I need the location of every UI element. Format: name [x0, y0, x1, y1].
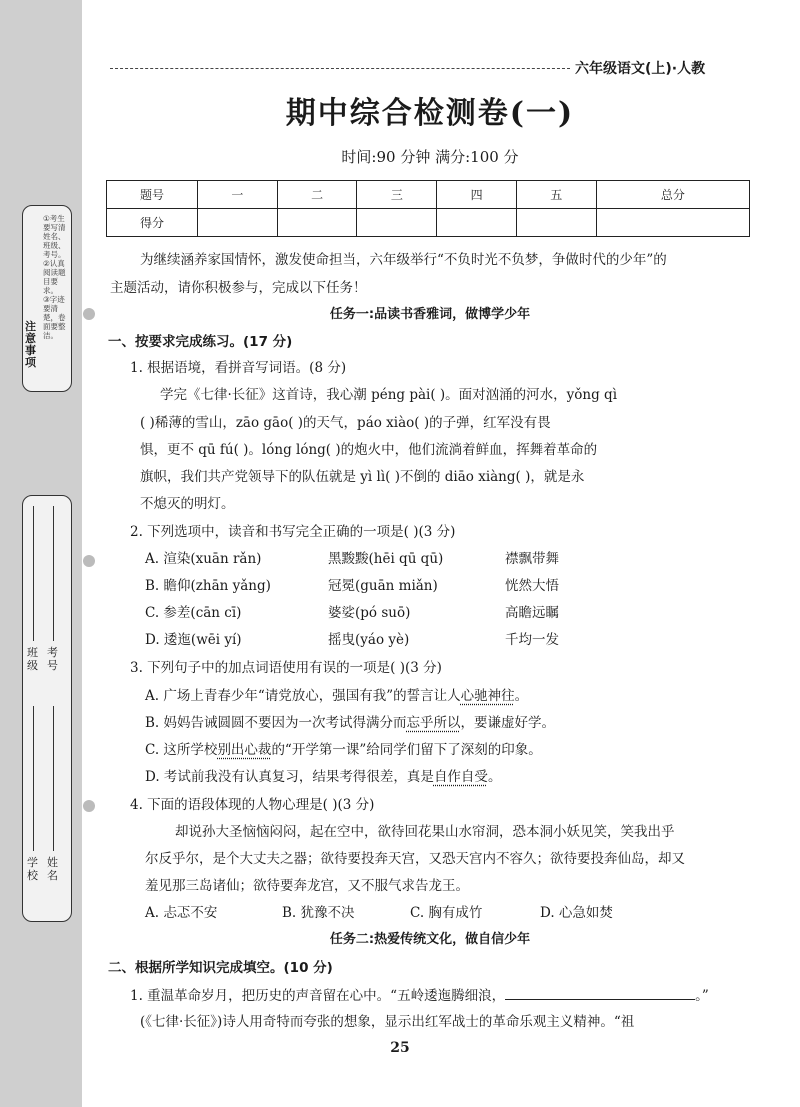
passage-line: 尔反乎尔，是个大丈夫之器；欲待要投奔天宫，又恐天宫内不容久；欲待要投奔仙岛，却又	[145, 851, 685, 867]
header-grade-label: 六年级语文(上)·人教	[575, 61, 706, 77]
notice-item: ②认真阅读题目要求。	[43, 259, 66, 295]
question-stem: 1. 根据语境，看拼音写词语。(8 分)	[130, 360, 347, 376]
option-word: 千均一发	[505, 632, 559, 648]
option-word: 恍然大悟	[505, 578, 559, 594]
name-line[interactable]	[53, 706, 54, 851]
option-text: 。	[487, 769, 502, 785]
question-line: (《七律·长征》)诗人用奇特而夸张的想象，显示出红军战士的革命乐观主义精神。“祖	[140, 1014, 635, 1030]
score-table-cell: 四	[437, 181, 517, 209]
option-word: A. 渲染(xuān rǎn)	[145, 551, 262, 567]
dotted-word: 忘乎所以	[406, 715, 461, 731]
score-table-cell: 三	[357, 181, 437, 209]
option-word: C. 参差(cān cī)	[145, 605, 242, 621]
score-table-score-row	[107, 209, 750, 237]
notice-item: ③字迹要清楚，卷面要整洁。	[43, 295, 66, 340]
option-text: D. 考试前我没有认真复习，结果考得很差，真是	[145, 769, 434, 785]
section-heading: 二、根据所学知识完成填空。(10 分)	[108, 960, 333, 976]
option-text: C. 这所学校	[145, 742, 218, 758]
option-sentence	[145, 740, 542, 760]
question-line: 旗帜，我们共产党领导下的队伍就是 yì lì( )不倒的 diāo xiàng( )，就是永	[140, 469, 585, 485]
option-text: A. 广场上青春少年“请党放心，强国有我”的誓言让人	[145, 688, 461, 704]
school-line[interactable]	[33, 706, 34, 851]
score-input-cell[interactable]	[516, 209, 596, 237]
dotted-word: 心驰神往	[460, 688, 515, 704]
notice-box	[22, 205, 72, 392]
task-heading: 任务二:热爱传统文化，做自信少年	[329, 932, 531, 947]
task-heading: 任务一:品读书香雅词，做博学少年	[329, 307, 531, 322]
option-word: C. 胸有成竹	[410, 905, 483, 921]
score-input-cell[interactable]	[198, 209, 278, 237]
class-line[interactable]	[33, 506, 34, 641]
fill-blank[interactable]	[505, 985, 695, 1000]
name-label: 姓名	[47, 856, 58, 882]
exam-number-line[interactable]	[53, 506, 54, 641]
score-table-cell: 一	[198, 181, 278, 209]
option-word: 黑黢黢(hēi qū qū)	[328, 551, 444, 567]
header-dashed-rule	[110, 68, 570, 69]
exam-number-label: 考号	[47, 646, 58, 672]
score-table-header-row	[107, 181, 750, 209]
question-line: ( )稀薄的雪山，zāo gāo( )的天气，páo xiào( )的子弹，红军没有畏	[140, 415, 551, 431]
notice-title: 注意事项	[25, 320, 36, 369]
option-word: D. 逶迤(wēi yí)	[145, 632, 242, 648]
student-info-box	[22, 495, 72, 922]
score-table-cell: 五	[516, 181, 596, 209]
question-text: 。”	[695, 988, 709, 1004]
intro-line: 主题活动，请你积极参与，完成以下任务！	[110, 280, 367, 296]
option-text: ，要谦虚好学。	[460, 715, 556, 731]
option-sentence	[145, 767, 501, 787]
question-line	[130, 985, 709, 1006]
option-word: 襟飘带舞	[505, 551, 559, 567]
option-word: 冠冕(guān miǎn)	[328, 578, 438, 594]
question-text: 1. 重温革命岁月，把历史的声音留在心中。“五岭逶迤腾细浪，	[130, 988, 506, 1004]
option-word: B. 犹豫不决	[282, 905, 355, 921]
intro-line: 为继续涵养家国情怀，激发使命担当，六年级举行“不负时光不负梦，争做时代的少年”的	[140, 252, 667, 268]
option-sentence	[145, 713, 555, 733]
dotted-word: 别出心裁	[217, 742, 272, 758]
section-heading: 一、按要求完成练习。(17 分)	[108, 334, 293, 350]
option-text: B. 妈妈告诫圆圆不要因为一次考试得满分而	[145, 715, 407, 731]
question-stem: 2. 下列选项中，读音和书写完全正确的一项是( )(3 分)	[130, 524, 456, 540]
score-input-cell[interactable]	[596, 209, 749, 237]
class-label: 班级	[27, 646, 38, 672]
question-line: 惧，更不 qū fú( )。lóng lóng( )的炮火中，他们流淌着鲜血，挥舞着革命的	[140, 442, 598, 458]
exam-time-score: 时间:90 分钟 满分:100 分	[341, 148, 519, 166]
score-table-cell: 题号	[107, 181, 198, 209]
page-number: 25	[390, 1040, 410, 1056]
option-word: B. 瞻仰(zhān yǎng)	[145, 578, 271, 594]
option-word: 婆娑(pó suō)	[328, 605, 411, 621]
question-line: 不熄灭的明灯。	[140, 496, 235, 512]
notice-item: ①考生要写清姓名、班级、考号。	[43, 214, 66, 259]
dotted-word: 自作自受	[433, 769, 488, 785]
score-input-cell[interactable]	[357, 209, 437, 237]
score-table	[106, 180, 750, 237]
option-word: 高瞻远瞩	[505, 605, 559, 621]
school-label: 学校	[27, 856, 38, 882]
page-title: 期中综合检测卷(一)	[285, 96, 575, 131]
binding-hole	[83, 555, 95, 567]
score-input-cell[interactable]	[277, 209, 357, 237]
question-line: 学完《七律·长征》这首诗，我心潮 péng pài( )。面对汹涌的河水，yǒng qì	[160, 387, 618, 403]
option-word: 摇曳(yáo yè)	[328, 632, 410, 648]
passage-line: 羞见那三岛诸仙；欲待要奔龙宫，又不服气求告龙王。	[145, 878, 469, 894]
score-table-cell: 得分	[107, 209, 198, 237]
question-stem: 4. 下面的语段体现的人物心理是( )(3 分)	[130, 797, 375, 813]
option-text: 的“开学第一课”给同学们留下了深刻的印象。	[271, 742, 542, 758]
option-word: D. 心急如焚	[540, 905, 613, 921]
question-stem: 3. 下列句子中的加点词语使用有误的一项是( )(3 分)	[130, 660, 442, 676]
score-table-cell: 二	[277, 181, 357, 209]
option-word: A. 忐忑不安	[145, 905, 218, 921]
option-text: 。	[514, 688, 529, 704]
score-input-cell[interactable]	[437, 209, 517, 237]
binding-hole	[83, 800, 95, 812]
option-sentence	[145, 686, 528, 706]
score-table-cell: 总分	[596, 181, 749, 209]
passage-line: 却说孙大圣恼恼闷闷，起在空中，欲待回花果山水帘洞，恐本洞小妖见笑，笑我出乎	[175, 824, 675, 840]
